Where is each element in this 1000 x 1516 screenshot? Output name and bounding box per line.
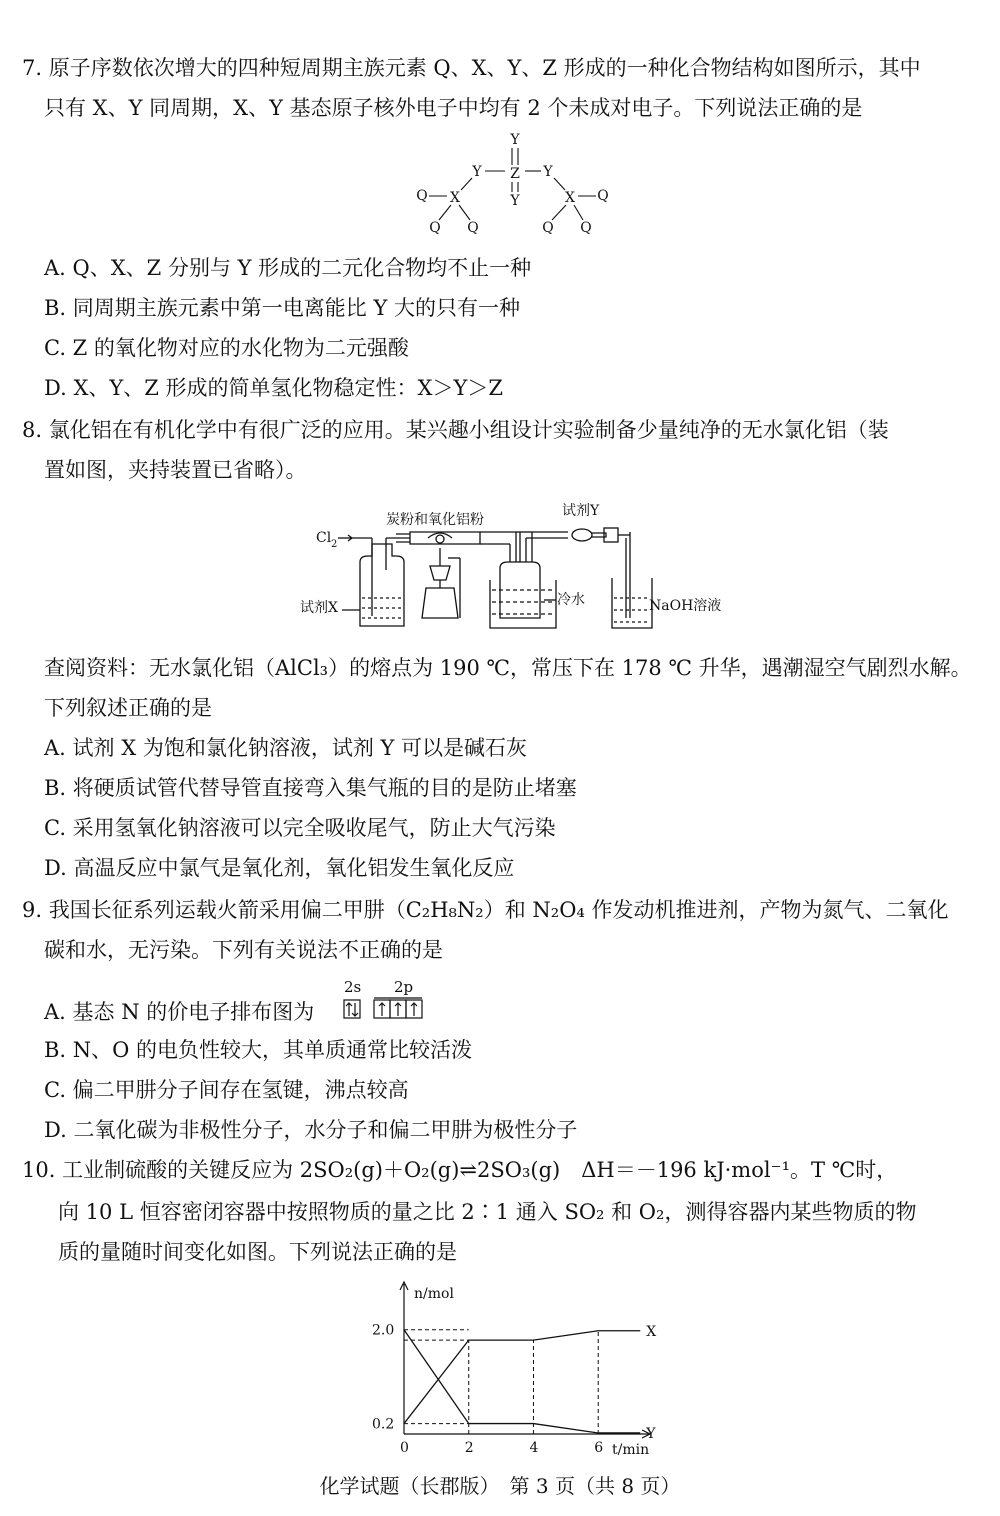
series-label-Y: Y — [646, 1425, 656, 1442]
q7-stem-line-1: 7. 原子序数依次增大的四种短周期主族元素 Q、X、Y、Z 形成的一种化合物结构如图所示，其中 — [22, 56, 921, 80]
q8-option-b: B. 将硬质试管代替导管直接弯入集气瓶的目的是防止堵塞 — [44, 776, 577, 800]
q8-info-line-1: 查阅资料：无水氯化铝（AlCl₃）的熔点为 190 ℃，常压下在 178 ℃ 升华，遇潮湿空气剧烈水解。 — [44, 656, 972, 680]
q9-option-c: C. 偏二甲肼分子间存在氢键，沸点较高 — [44, 1078, 409, 1102]
structure-atom: Y — [472, 164, 482, 180]
structure-atom: Y — [543, 164, 553, 180]
q9-option-b: B. N、O 的电负性较大，其单质通常比较活泼 — [44, 1038, 473, 1062]
cold-water-label: 冷水 — [557, 592, 585, 608]
q9-option-d: D. 二氧化碳为非极性分子，水分子和偏二甲肼为极性分子 — [44, 1118, 578, 1142]
x-tick-label: 4 — [529, 1440, 539, 1456]
structure-atom: Q — [597, 188, 609, 204]
q8-option-d: D. 高温反应中氯气是氧化剂，氧化铝发生氧化反应 — [44, 856, 515, 880]
q10-stem-line-2: 向 10 L 恒容密闭容器中按照物质的量之比 2∶1 通入 SO₂ 和 O₂，测得容器内某些物质的物 — [58, 1200, 917, 1224]
structure-atom: X — [450, 190, 460, 206]
page-footer: 化学试题（长郡版） 第 3 页（共 8 页） — [319, 1474, 681, 1498]
q8-info-line-2: 下列叙述正确的是 — [44, 696, 212, 720]
q9-stem-line-2: 碳和水，无污染。下列有关说法不正确的是 — [44, 938, 443, 962]
structure-atom: X — [565, 190, 575, 206]
naoh-label: NaOH溶液 — [649, 598, 722, 614]
q8-option-a: A. 试剂 X 为饱和氯化钠溶液，试剂 Y 可以是碱石灰 — [44, 736, 528, 760]
q10-amount-time-chart — [360, 1276, 660, 1462]
series-label-X: X — [646, 1323, 657, 1340]
structure-atom: Q — [429, 220, 441, 236]
structure-atom: Q — [580, 220, 592, 236]
q7-structure-diagram — [405, 128, 625, 240]
q10-stem-line-3: 质的量随时间变化如图。下列说法正确的是 — [58, 1240, 457, 1264]
reagent-x-label: 试剂X — [300, 600, 338, 616]
q8-stem-line-1: 8. 氯化铝在有机化学中有很广泛的应用。某兴趣小组设计实验制备少量纯净的无水氯化铝（装 — [22, 418, 889, 442]
q7-option-d: D. X、Y、Z 形成的简单氢化物稳定性：X＞Y＞Z — [44, 376, 503, 400]
q10-stem-line-1: 10. 工业制硫酸的关键反应为 2SO₂(g)＋O₂(g)⇌2SO₃(g) ΔH＝－196 kJ·mol⁻¹。T ℃时， — [22, 1158, 898, 1182]
structure-atom: Y — [510, 132, 520, 148]
q8-apparatus-diagram — [300, 498, 740, 640]
q9-option-a: A. 基态 N 的价电子排布图为 — [44, 1000, 315, 1024]
orbital-2s-label: 2s — [344, 978, 362, 996]
n-orbital-diagram — [340, 978, 440, 1026]
y-tick-label: 2.0 — [372, 1322, 395, 1339]
x-tick-label: 6 — [594, 1440, 604, 1456]
y-tick-label: 0.2 — [372, 1416, 395, 1433]
x-axis-label: t/min — [612, 1442, 650, 1458]
q7-option-c: C. Z 的氧化物对应的水化物为二元强酸 — [44, 336, 409, 360]
structure-atom: Q — [416, 188, 428, 204]
q7-option-a: A. Q、X、Z 分别与 Y 形成的二元化合物均不止一种 — [44, 256, 532, 280]
q8-stem-line-2: 置如图，夹持装置已省略）。 — [44, 458, 307, 482]
q9-stem-line-1: 9. 我国长征系列运载火箭采用偏二甲肼（C₂H₈N₂）和 N₂O₄ 作发动机推进剂，产物为氮气、二氧化 — [22, 898, 949, 922]
structure-atom: Z — [510, 166, 520, 182]
y-axis-label: n/mol — [414, 1286, 454, 1302]
q7-stem-line-2: 只有 X、Y 同周期，X、Y 基态原子核外电子中均有 2 个未成对电子。下列说法正确的是 — [44, 96, 863, 120]
x-tick-label: 2 — [464, 1440, 474, 1456]
x-tick-label: 0 — [400, 1440, 409, 1456]
q7-option-b: B. 同周期主族元素中第一电离能比 Y 大的只有一种 — [44, 296, 520, 320]
powder-label: 炭粉和氧化铝粉 — [386, 512, 484, 528]
series-line-X — [404, 1331, 640, 1424]
orbital-2p-label: 2p — [394, 978, 414, 996]
series-line-Y — [404, 1330, 640, 1433]
q8-option-c: C. 采用氢氧化钠溶液可以完全吸收尾气，防止大气污染 — [44, 816, 556, 840]
reagent-y-label: 试剂Y — [562, 503, 600, 519]
structure-atom: Y — [510, 193, 520, 209]
cl2-subscript: 2 — [331, 539, 338, 550]
structure-atom: Q — [542, 220, 554, 236]
cl2-label: Cl — [316, 530, 332, 546]
structure-atom: Q — [467, 220, 479, 236]
